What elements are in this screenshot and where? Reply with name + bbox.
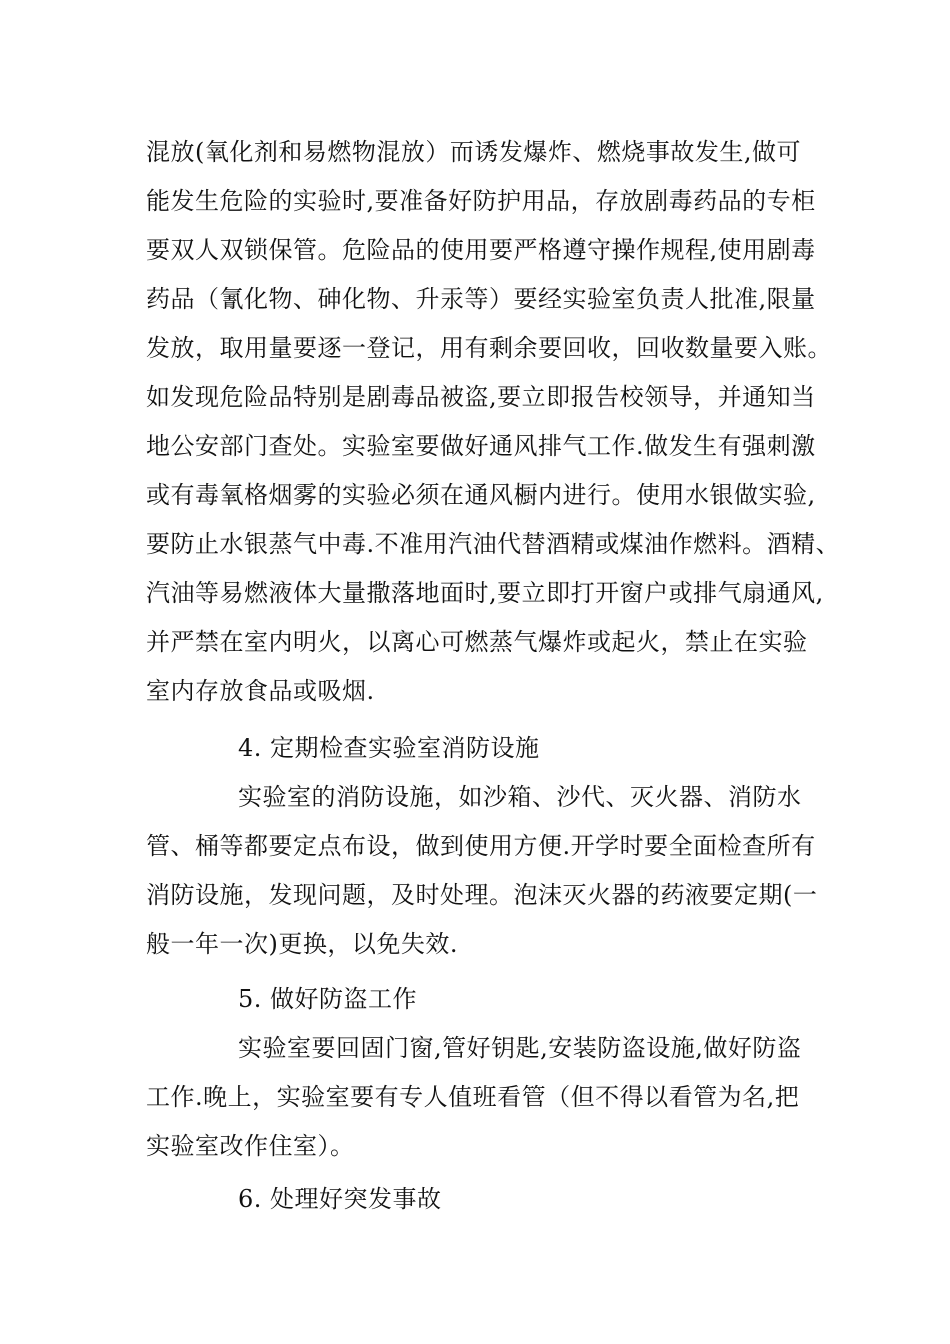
paragraph-line: 药品（氰化物、砷化物、升汞等）要经实验室负责人批准,限量 [146, 285, 816, 313]
paragraph-line: 地公安部门查处。实验室要做好通风排气工作.做发生有强刺激 [146, 432, 816, 460]
paragraph-line: 室内存放食品或吸烟. [146, 677, 375, 705]
paragraph-line: 般一年一次)更换，以免失效. [146, 930, 458, 958]
paragraph-line: 混放(氧化剂和易燃物混放）而诱发爆炸、燃烧事故发生,做可 [146, 138, 801, 166]
paragraph-line: 实验室的消防设施，如沙箱、沙代、灭火器、消防水 [238, 783, 802, 811]
paragraph-line: 能发生危险的实验时,要准备好防护用品，存放剧毒药品的专柜 [146, 187, 816, 215]
paragraph-line: 实验室改作住室）。 [146, 1132, 355, 1160]
section-heading: 5. 做好防盗工作 [238, 985, 418, 1013]
paragraph-line: 如发现危险品特别是剧毒品被盗,要立即报告校领导，并通知当 [146, 383, 816, 411]
paragraph-line: 汽油等易燃液体大量撒落地面时,要立即打开窗户或排气扇通风, [146, 579, 824, 607]
paragraph-line: 发放，取用量要逐一登记，用有剩余要回收，回收数量要入账。 [146, 334, 832, 362]
paragraph-line: 或有毒氧格烟雾的实验必须在通风橱内进行。使用水银做实验, [146, 481, 816, 509]
paragraph-line: 工作.晚上，实验室要有专人值班看管（但不得以看管为名,把 [146, 1083, 800, 1111]
paragraph-line: 管、桶等都要定点布设，做到使用方便.开学时要全面检查所有 [146, 832, 816, 860]
paragraph-line: 要防止水银蒸气中毒.不准用汽油代替酒精或煤油作燃料。酒精、 [146, 530, 841, 558]
paragraph-line: 实验室要回固门窗,管好钥匙,安装防盗设施,做好防盗 [238, 1034, 802, 1062]
paragraph-line: 要双人双锁保管。危险品的使用要严格遵守操作规程,使用剧毒 [146, 236, 816, 264]
paragraph-line: 并严禁在室内明火，以离心可燃蒸气爆炸或起火，禁止在实验 [146, 628, 808, 656]
section-heading: 4. 定期检查实验室消防设施 [238, 734, 540, 762]
section-heading: 6. 处理好突发事故 [238, 1185, 442, 1213]
paragraph-line: 消防设施，发现问题，及时处理。泡沫灭火器的药液要定期(一 [146, 881, 818, 909]
